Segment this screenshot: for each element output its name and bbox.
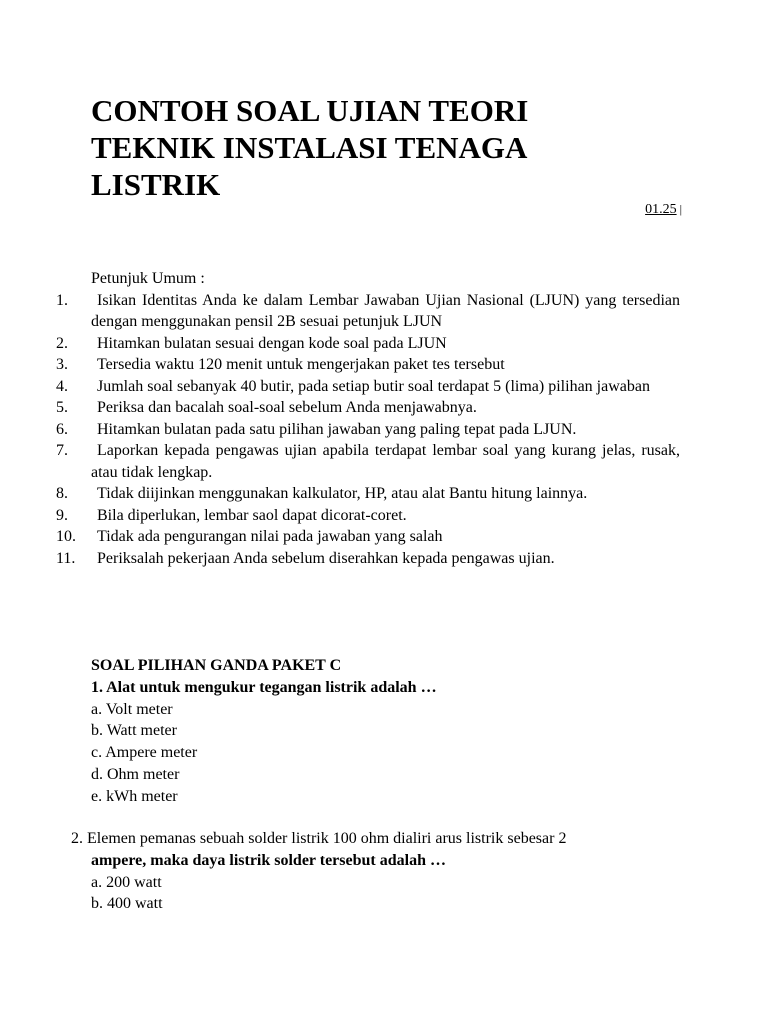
item-number: 11. xyxy=(56,549,76,567)
answer-option: e. kWh meter xyxy=(91,787,178,805)
item-text: Jumlah soal sebanyak 40 butir, pada setiap butir soal terdapat 5 (lima) pilihan jawaban xyxy=(97,377,650,395)
item-text: Periksalah pekerjaan Anda sebelum diserahkan kepada pengawas ujian. xyxy=(97,549,555,567)
page-number xyxy=(645,200,682,219)
answer-option: b. Watt meter xyxy=(91,722,177,740)
answer-option: a. 200 watt xyxy=(91,873,162,891)
page-number-value: 01.25 xyxy=(645,202,677,217)
page-number-separator: | xyxy=(679,202,682,216)
question-2 xyxy=(56,828,686,915)
instruction-item xyxy=(56,290,680,333)
instruction-item xyxy=(56,548,680,570)
multiple-choice-section xyxy=(91,655,691,808)
answer-option: b. 400 watt xyxy=(91,895,163,913)
item-text: Bila diperlukan, lembar saol dapat dicorat-coret. xyxy=(97,506,407,524)
instruction-item xyxy=(56,483,680,505)
instruction-item xyxy=(56,397,680,419)
instruction-item xyxy=(56,440,680,483)
answer-option: d. Ohm meter xyxy=(91,765,180,783)
instruction-item xyxy=(56,419,680,441)
item-number: 10. xyxy=(56,528,76,545)
item-number: 9. xyxy=(56,506,68,524)
item-text: Tidak ada pengurangan nilai pada jawaban yang salah xyxy=(97,528,443,545)
item-text: Periksa dan bacalah soal-soal sebelum Anda menjawabnya. xyxy=(97,399,477,416)
instructions-list xyxy=(56,290,680,570)
instruction-item xyxy=(56,505,680,527)
instruction-item xyxy=(56,376,680,398)
item-number: 6. xyxy=(56,420,68,438)
title-line: CONTOH SOAL UJIAN TEORI xyxy=(91,93,529,128)
instruction-item xyxy=(56,333,680,355)
item-text: Isikan Identitas Anda ke dalam Lembar Jawaban Ujian Nasional (LJUN) yang tersedian dengan menggunakan pensil 2B sesuai petunjuk LJUN xyxy=(91,291,680,330)
item-text: Hitamkan bulatan sesuai dengan kode soal pada LJUN xyxy=(97,334,447,352)
instruction-item xyxy=(56,526,680,548)
item-number: 8. xyxy=(56,485,68,502)
question-text-continued: ampere, maka daya listrik solder tersebut adalah … xyxy=(91,851,446,869)
item-number: 4. xyxy=(56,377,68,395)
document-title xyxy=(91,92,651,203)
instruction-item xyxy=(56,354,680,376)
item-number: 1. xyxy=(56,291,68,309)
answer-option: c. Ampere meter xyxy=(91,744,198,762)
answer-option: a. Volt meter xyxy=(91,700,173,718)
question-text: 2. Elemen pemanas sebuah solder listrik 100 ohm dialiri arus listrik sebesar 2 xyxy=(71,830,567,847)
title-line: LISTRIK xyxy=(91,167,221,202)
item-number: 2. xyxy=(56,334,68,352)
item-text: Laporkan kepada pengawas ujian apabila terdapat lembar soal yang kurang jelas, rusak, atau tidak lengkap. xyxy=(91,442,680,481)
general-instructions xyxy=(56,268,680,569)
item-number: 5. xyxy=(56,399,68,416)
item-text: Hitamkan bulatan pada satu pilihan jawaban yang paling tepat pada LJUN. xyxy=(97,420,577,438)
question-text: 1. Alat untuk mengukur tegangan listrik adalah … xyxy=(91,678,437,696)
section-heading: SOAL PILIHAN GANDA PAKET C xyxy=(91,657,342,674)
item-number: 7. xyxy=(56,442,68,459)
instructions-heading: Petunjuk Umum : xyxy=(91,270,205,287)
item-text: Tersedia waktu 120 menit untuk mengerjakan paket tes tersebut xyxy=(97,356,505,373)
item-number: 3. xyxy=(56,356,68,373)
title-line: TEKNIK INSTALASI TENAGA xyxy=(91,130,528,165)
item-text: Tidak diijinkan menggunakan kalkulator, HP, atau alat Bantu hitung lainnya. xyxy=(97,485,588,502)
